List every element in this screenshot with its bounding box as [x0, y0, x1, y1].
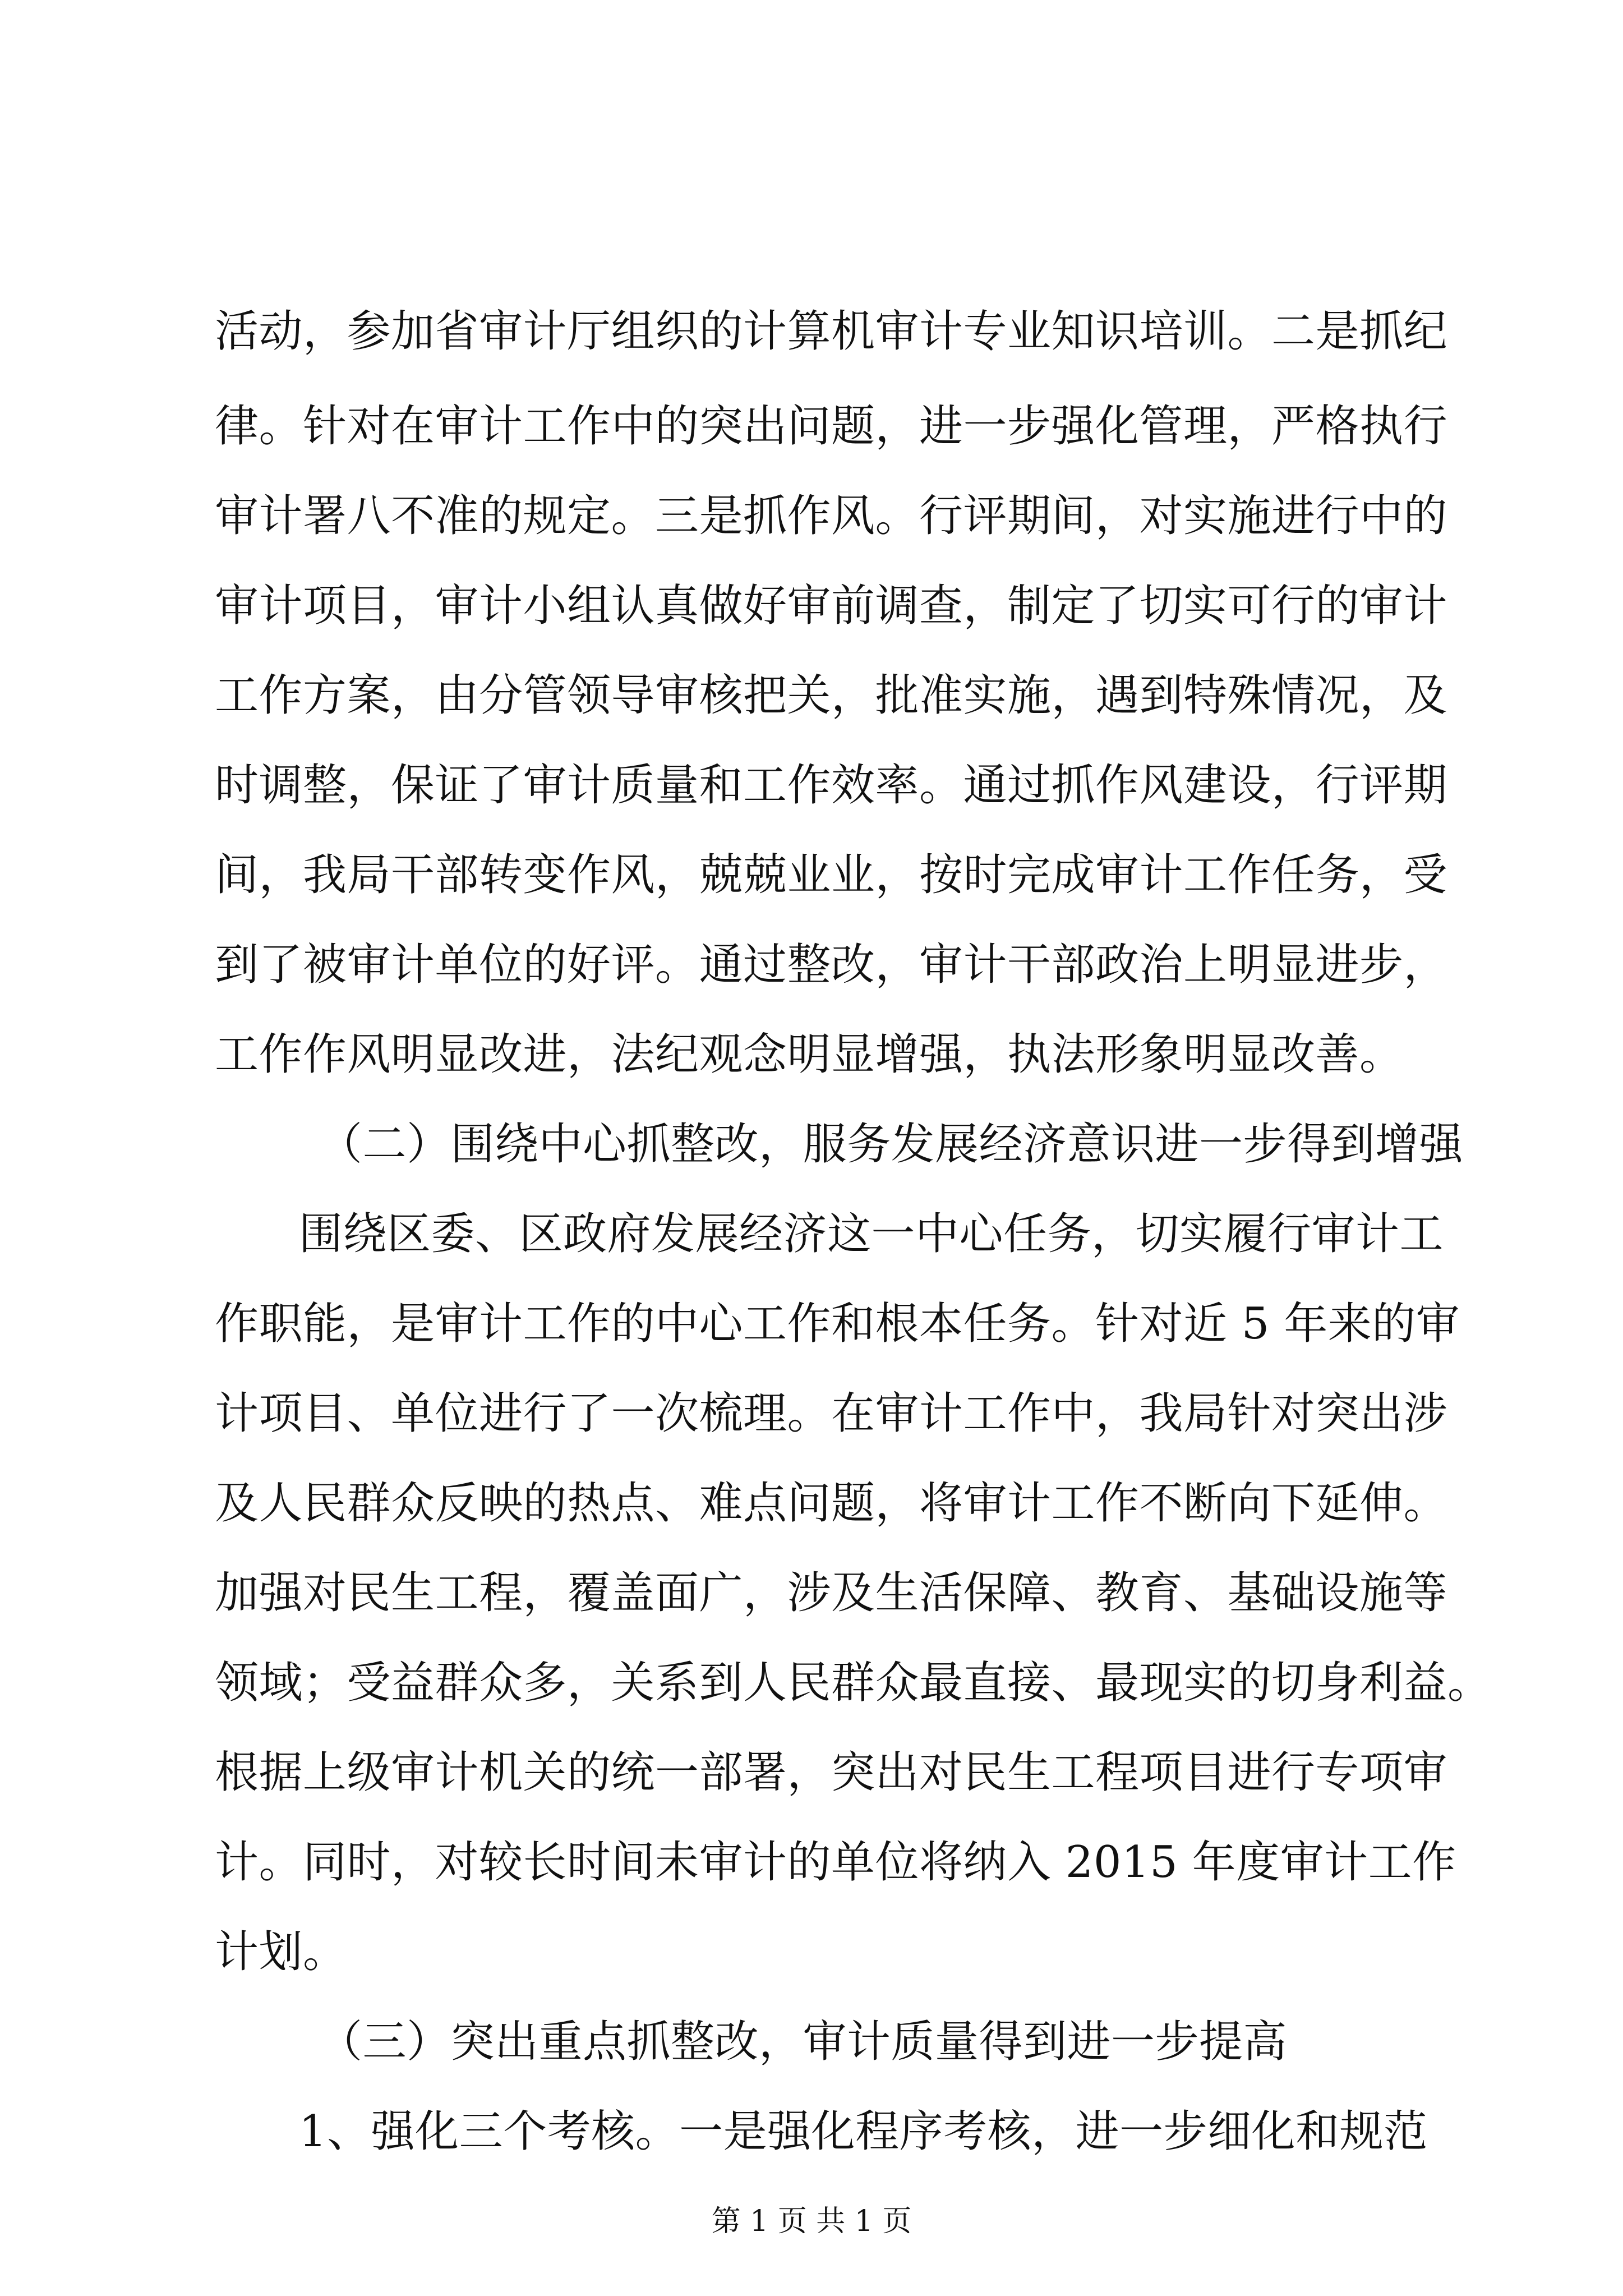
text-line: 根据上级审计机关的统一部署，突出对民生工程项目进行专项审 [215, 1747, 1448, 1798]
text-line: 工作作风明显改进，法纪观念明显增强，执法形象明显改善。 [215, 1029, 1404, 1080]
text-line: 计项目、单位进行了一次梳理。在审计工作中，我局针对突出涉 [215, 1388, 1448, 1439]
text-line: 审计项目，审计小组认真做好审前调查，制定了切实可行的审计 [215, 581, 1448, 631]
section-heading: （二）围绕中心抓整改，服务发展经济意识进一步得到增强 [319, 1119, 1464, 1170]
page-footer: 第 1 页 共 1 页 [711, 2205, 912, 2238]
section-heading: （三）突出重点抓整改，审计质量得到进一步提高 [319, 2017, 1288, 2067]
text-line: 计划。 [215, 1927, 347, 1977]
text-line: 间，我局干部转变作风，兢兢业业，按时完成审计工作任务，受 [215, 850, 1448, 900]
text-line: 围绕区委、区政府发展经济这一中心任务，切实履行审计工 [299, 1209, 1444, 1259]
text-line: 加强对民生工程，覆盖面广，涉及生活保障、教育、基础设施等 [215, 1568, 1448, 1618]
text-line: 时调整，保证了审计质量和工作效率。通过抓作风建设，行评期 [215, 760, 1448, 811]
text-line: 到了被审计单位的好评。通过整改，审计干部政治上明显进步， [215, 940, 1448, 990]
text-line: 1、强化三个考核。一是强化程序考核，进一步细化和规范 [299, 2106, 1428, 2157]
text-line: 作职能，是审计工作的中心工作和根本任务。针对近 5 年来的审 [215, 1299, 1460, 1349]
text-line: 律。针对在审计工作中的突出问题，进一步强化管理，严格执行 [215, 401, 1448, 452]
text-line: 及人民群众反映的热点、难点问题，将审计工作不断向下延伸。 [215, 1478, 1448, 1529]
text-line: 工作方案，由分管领导审核把关，批准实施，遇到特殊情况，及 [215, 670, 1448, 721]
text-line: 活动，参加省审计厅组织的计算机审计专业知识培训。二是抓纪 [215, 306, 1448, 357]
text-line: 审计署八不准的规定。三是抓作风。行评期间，对实施进行中的 [215, 491, 1448, 541]
text-line: 计。同时，对较长时间未审计的单位将纳入 2015 年度审计工作 [215, 1837, 1456, 1888]
text-line: 领域；受益群众多，关系到人民群众最直接、最现实的切身利益。 [215, 1658, 1492, 1708]
